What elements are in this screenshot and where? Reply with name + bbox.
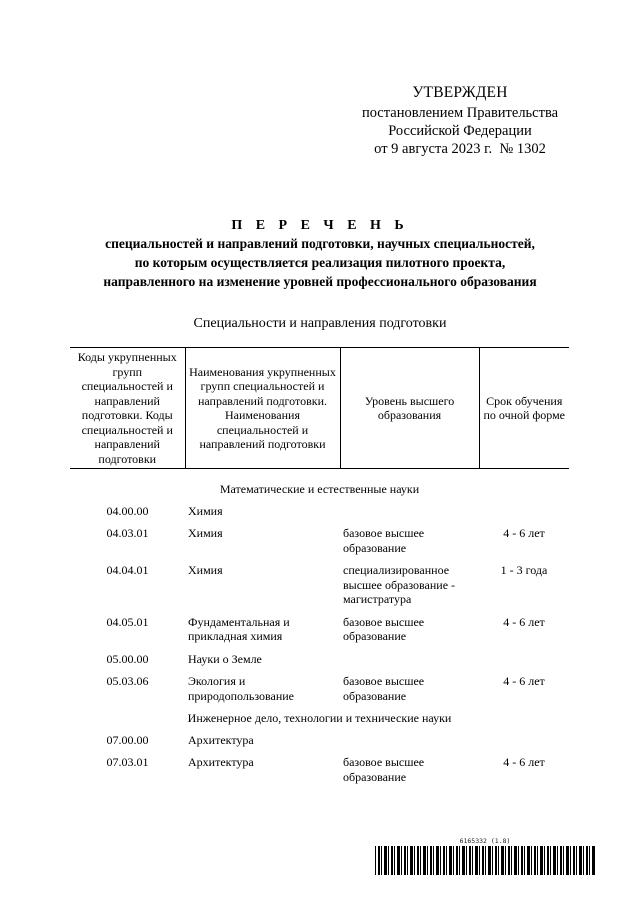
code-cell: 05.03.06 — [106, 674, 149, 688]
table-row — [70, 755, 569, 792]
category-row — [70, 482, 569, 504]
code-cell: 07.03.01 — [106, 755, 149, 769]
category-label: Математические и естественные науки — [219, 482, 420, 496]
subtitle-line: по которым осуществляется реализация пилотного проекта, — [134, 255, 506, 270]
name-cell: Фундаментальная и прикладная химия — [188, 614, 290, 643]
code-cell: 04.05.01 — [106, 614, 149, 629]
name-cell: Химия — [188, 526, 223, 540]
term-cell — [479, 652, 569, 675]
approval-line: Российской Федерации — [388, 123, 532, 139]
level-cell — [340, 733, 479, 756]
term-cell: 4 - 6 лет — [503, 526, 545, 540]
header-level: Уровень высшего образования — [340, 348, 479, 469]
name-cell: Архитектура — [188, 755, 254, 769]
document-barcode — [375, 837, 595, 875]
barcode-image — [375, 846, 595, 875]
name-cell: Химия — [188, 563, 223, 577]
code-cell: 04.00.00 — [106, 503, 149, 518]
table-row — [70, 526, 569, 563]
header-codes: Коды укрупненных групп специальностей и направлений подготовки. Коды специальностей и направлений подготовки — [70, 348, 185, 469]
barcode-number: 6165332 (1.8) — [459, 837, 511, 845]
term-cell — [479, 733, 569, 756]
specialties-table — [70, 347, 569, 792]
header-names: Наименования укрупненных групп специальностей и направлений подготовки. Наименования специальностей и направлений подготовки — [185, 348, 340, 469]
approval-line: постановлением Правительства — [361, 105, 559, 121]
table-row — [70, 733, 569, 756]
category-label: Инженерное дело, технологии и технические науки — [187, 711, 452, 725]
code-cell: 05.00.00 — [106, 651, 149, 666]
approval-date-number: от 9 августа 2023 г. № 1302 — [374, 141, 546, 157]
code-cell: 07.00.00 — [106, 732, 149, 747]
table-row — [70, 674, 569, 711]
document-subtitle — [60, 234, 580, 291]
name-cell: Архитектура — [188, 732, 254, 747]
table-header-row — [70, 348, 569, 469]
level-cell: специализированное высшее образование - магистратура — [343, 563, 456, 606]
subtitle-line: специальностей и направлений подготовки, научных специальностей, — [105, 236, 535, 251]
category-row — [70, 711, 569, 733]
level-cell: базовое высшее образование — [343, 674, 425, 703]
subtitle-line: направленного на изменение уровней профессионального образования — [103, 274, 537, 289]
name-cell: Науки о Земле — [188, 651, 262, 666]
section-title: Специальности и направления подготовки — [193, 316, 447, 331]
level-cell — [340, 652, 479, 675]
term-cell: 4 - 6 лет — [503, 614, 545, 629]
approval-heading: УТВЕРЖДЕН — [412, 84, 508, 101]
level-cell: базовое высшее образование — [343, 526, 425, 555]
name-cell: Экология и природопользование — [188, 674, 295, 703]
header-term: Срок обучения по очной форме — [479, 348, 569, 469]
table-row — [70, 504, 569, 527]
level-cell — [340, 504, 479, 527]
term-cell: 4 - 6 лет — [503, 674, 545, 688]
table-row — [70, 563, 569, 615]
table-row — [70, 652, 569, 675]
level-cell: базовое высшее образование — [343, 614, 425, 643]
document-title: П Е Р Е Ч Е Н Ь — [231, 218, 409, 233]
table-row — [70, 615, 569, 652]
name-cell: Химия — [188, 503, 223, 518]
term-cell: 1 - 3 года — [500, 563, 548, 577]
code-cell: 04.04.01 — [106, 563, 149, 577]
term-cell — [479, 504, 569, 527]
approval-stamp — [330, 84, 590, 158]
level-cell: базовое высшее образование — [343, 755, 425, 784]
code-cell: 04.03.01 — [106, 526, 149, 540]
term-cell: 4 - 6 лет — [503, 755, 545, 769]
